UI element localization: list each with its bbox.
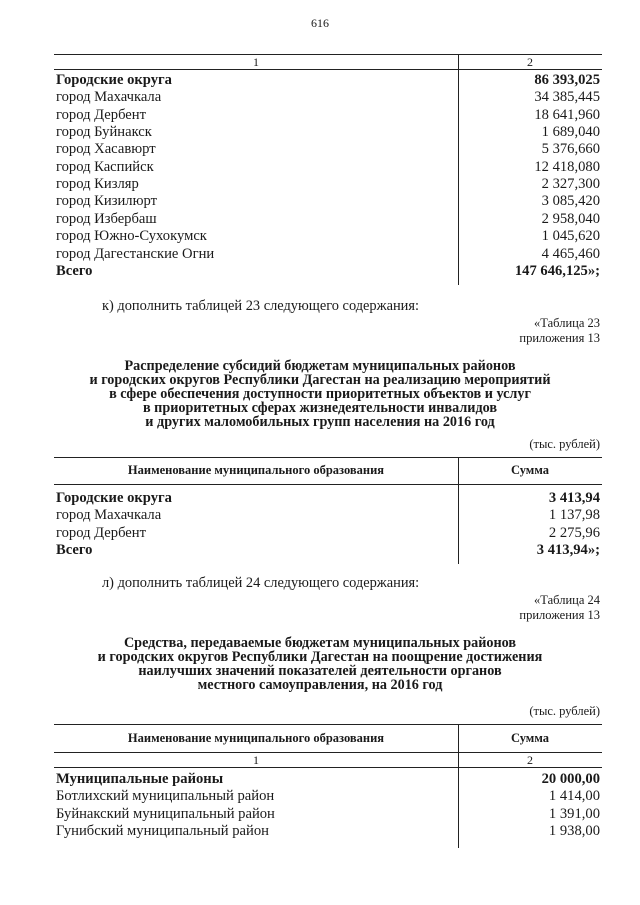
paragraph-k: к) дополнить таблицей 23 следующего содержания: — [102, 298, 419, 314]
table-24-title-line: наилучших значений показателей деятельности органов — [138, 663, 502, 679]
table-row — [56, 211, 600, 228]
row-value: 3 085,420 — [541, 193, 600, 210]
table-1-col-number-1: 1 — [253, 55, 259, 69]
table-row — [56, 159, 600, 176]
table-24-reference: «Таблица 24 — [534, 593, 600, 607]
row-value: 2 275,96 — [548, 524, 600, 541]
row-name: Ботлихский муниципальный район — [56, 788, 275, 805]
row-value: 1 689,040 — [541, 124, 600, 141]
row-value: 2 327,300 — [541, 176, 600, 193]
table-24-title-line: местного самоуправления, на 2016 год — [197, 677, 443, 693]
row-value: 3 413,94»; — [536, 542, 600, 559]
table-row — [56, 525, 600, 542]
table-23-title-line: и городских округов Республики Дагестан на реализацию мероприятий — [89, 372, 551, 388]
table-row — [56, 788, 600, 805]
row-name: город Дербент — [56, 524, 146, 541]
row-value: 1 414,00 — [548, 788, 600, 805]
table-row — [56, 228, 600, 245]
table-23-header-sum: Сумма — [511, 463, 549, 477]
table-24-units: (тыс. рублей) — [529, 704, 600, 718]
table-24-title-line: и городских округов Республики Дагестан на поощрение достижения — [97, 649, 543, 665]
table-1-col-number-2: 2 — [527, 55, 533, 69]
table-24-col-number-1: 1 — [253, 753, 259, 767]
table-row — [56, 72, 600, 89]
table-row — [56, 193, 600, 210]
table-24-header-name: Наименование муниципального образования — [127, 731, 385, 745]
table-row — [56, 771, 600, 788]
table-23-units: (тыс. рублей) — [529, 437, 600, 451]
table-24-title-line: Средства, передаваемые бюджетам муниципальных районов — [123, 635, 517, 651]
row-value: 1 137,98 — [548, 507, 600, 524]
table-24-col-number-2: 2 — [527, 753, 533, 767]
row-name: город Буйнакск — [56, 124, 152, 141]
row-value: 34 385,445 — [534, 89, 600, 106]
table-24-title — [60, 636, 580, 692]
row-name: Муниципальные районы — [56, 771, 224, 787]
table-23-title-line: и других маломобильных групп населения на 2016 год — [145, 414, 495, 430]
table-23-title-line: в сфере обеспечения доступности приоритетных объектов и услуг — [109, 386, 531, 402]
table-23-reference: «Таблица 23 — [534, 316, 600, 330]
row-name: Всего — [56, 542, 93, 559]
table-row — [56, 89, 600, 106]
row-value: 147 646,125»; — [514, 262, 600, 279]
row-name: город Кизилюрт — [56, 193, 157, 210]
row-name: Всего — [56, 262, 93, 279]
row-name: город Махачкала — [56, 89, 162, 106]
row-name: город Кизляр — [56, 176, 139, 193]
table-23-header-name: Наименование муниципального образования — [127, 463, 385, 477]
table-row — [56, 507, 600, 524]
table-24-header-sum: Сумма — [511, 731, 549, 745]
row-name: город Южно-Сухокумск — [56, 228, 207, 245]
row-value: 2 958,040 — [541, 210, 600, 227]
table-23-top-border — [54, 457, 602, 458]
row-name: город Дербент — [56, 106, 146, 123]
row-value: 12 418,080 — [534, 158, 600, 175]
page-number: 616 — [311, 16, 329, 30]
row-value: 4 465,460 — [541, 245, 600, 262]
row-name: Городские округа — [56, 72, 172, 88]
paragraph-l: л) дополнить таблицей 24 следующего содержания: — [102, 575, 420, 591]
row-value: 86 393,025 — [534, 72, 600, 88]
table-row — [56, 141, 600, 158]
row-name: город Избербаш — [56, 210, 157, 227]
table-row — [56, 176, 600, 193]
row-value: 1 045,620 — [541, 228, 600, 245]
row-name: город Дагестанские Огни — [56, 245, 215, 262]
table-23-title-line: в приоритетных сферах жизнедеятельности инвалидов — [142, 400, 498, 416]
table-row — [56, 806, 600, 823]
table-row — [56, 246, 600, 263]
row-value: 3 413,94 — [548, 490, 600, 506]
row-value: 5 376,660 — [541, 141, 600, 158]
row-value: 18 641,960 — [534, 106, 600, 123]
table-24-top-border — [54, 724, 602, 725]
table-row — [56, 490, 600, 507]
row-name: Буйнакский муниципальный район — [56, 805, 275, 822]
table-23-header-border — [54, 484, 602, 485]
table-24-appendix: приложения 13 — [519, 608, 600, 622]
table-row — [56, 107, 600, 124]
table-row — [56, 263, 600, 280]
row-name: Городские округа — [56, 490, 172, 506]
row-name: город Махачкала — [56, 507, 162, 524]
table-row — [56, 823, 600, 840]
row-value: 20 000,00 — [541, 771, 600, 787]
row-name: город Хасавюрт — [56, 141, 156, 158]
row-value: 1 938,00 — [548, 823, 600, 840]
table-23-title — [60, 359, 580, 429]
row-name: город Каспийск — [56, 158, 154, 175]
table-23-title-line: Распределение субсидий бюджетам муниципальных районов — [124, 358, 516, 374]
row-value: 1 391,00 — [548, 805, 600, 822]
table-row — [56, 542, 600, 559]
table-row — [56, 124, 600, 141]
table-23-appendix: приложения 13 — [519, 331, 600, 345]
row-name: Гунибский муниципальный район — [56, 823, 269, 840]
